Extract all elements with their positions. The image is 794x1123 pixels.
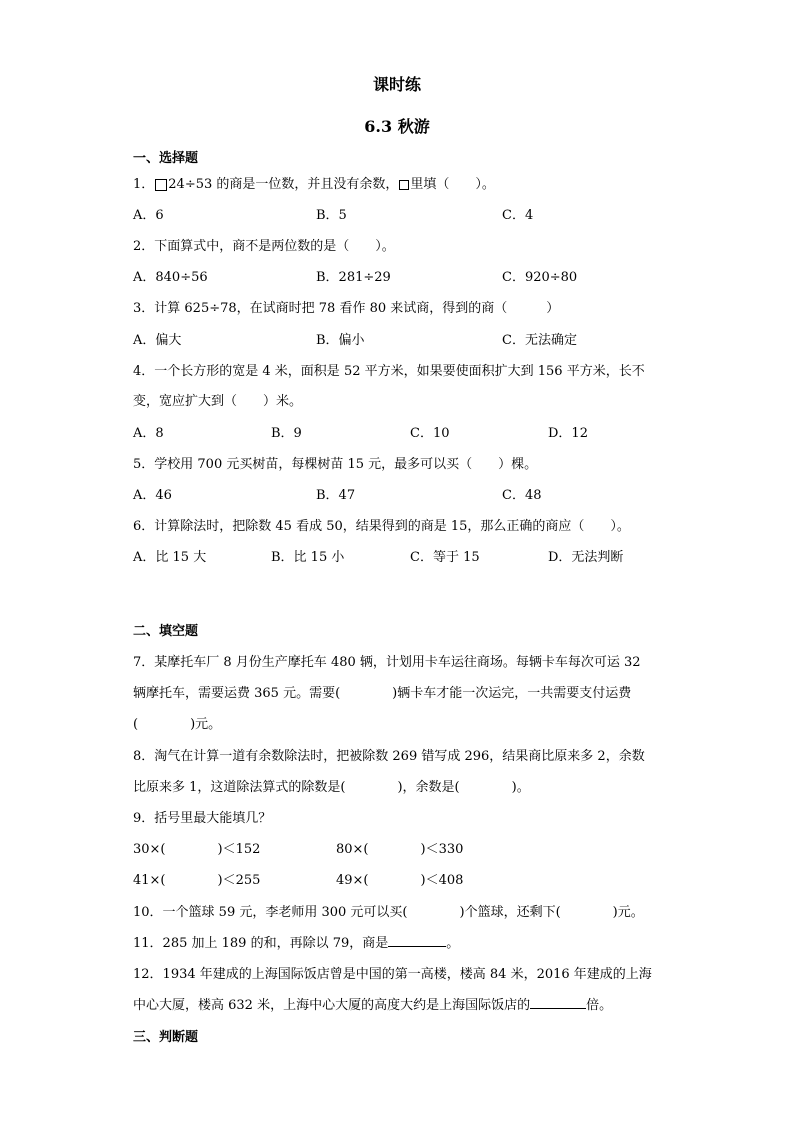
page-subtitle: 6.3 秋游 bbox=[364, 117, 430, 136]
option-c: C．10 bbox=[410, 426, 450, 441]
section-heading-judge: 三、判断题 bbox=[133, 1030, 199, 1045]
question-7-line-3: ( )元。 bbox=[133, 717, 222, 732]
option-b: B．9 bbox=[271, 426, 302, 441]
option-b: B．47 bbox=[316, 488, 356, 503]
option-c: C．4 bbox=[502, 208, 534, 223]
question-1: 1． 24÷53 的商是一位数，并且没有余数， 里填（ ）。 bbox=[133, 177, 495, 192]
question-12-line-1: 12．1934 年建成的上海国际饭店曾是中国的第一高楼，楼高 84 米，2016 年建成的上海 bbox=[133, 967, 652, 982]
option-a: A．8 bbox=[133, 426, 164, 441]
option-c: C．等于 15 bbox=[410, 550, 480, 565]
option-c: C．48 bbox=[502, 488, 542, 503]
option-b: B．281÷29 bbox=[316, 270, 391, 285]
option-a: A．比 15 大 bbox=[133, 550, 207, 565]
blank-square-icon bbox=[399, 180, 409, 190]
inequality-item: 41×( )＜255 bbox=[133, 873, 261, 888]
question-2: 2．下面算式中，商不是两位数的是（ ）。 bbox=[133, 239, 395, 254]
page-title: 课时练 bbox=[372, 75, 421, 94]
section-heading-choice: 一、选择题 bbox=[133, 151, 199, 166]
inequality-item: 80×( )＜330 bbox=[336, 842, 464, 857]
section-heading-fill: 二、填空题 bbox=[133, 624, 199, 639]
question-10: 10．一个篮球 59 元，李老师用 300 元可以买( )个篮球，还剩下( )元。 bbox=[133, 905, 644, 920]
question-4-line-1: 4．一个长方形的宽是 4 米，面积是 52 平方米，如果要使面积扩大到 156 平方米，长不 bbox=[133, 364, 645, 379]
inequality-item: 49×( )＜408 bbox=[336, 873, 464, 888]
inequality-item: 30×( )＜152 bbox=[133, 842, 261, 857]
question-12-line-2: 中心大厦，楼高 632 米，上海中心大厦的高度大约是上海国际饭店的 倍。 bbox=[133, 998, 613, 1013]
answer-blank bbox=[388, 934, 446, 947]
question-4-line-2: 变，宽应扩大到（ ）米。 bbox=[133, 394, 303, 409]
option-b: B．比 15 小 bbox=[271, 550, 345, 565]
question-6: 6．计算除法时，把除数 45 看成 50，结果得到的商是 15，那么正确的商应（ ）。 bbox=[133, 519, 630, 534]
question-5: 5．学校用 700 元买树苗，每棵树苗 15 元，最多可以买（ ）棵。 bbox=[133, 457, 538, 472]
option-a: A．偏大 bbox=[133, 333, 182, 348]
question-9: 9．括号里最大能填几？ bbox=[133, 811, 272, 826]
option-a: A．46 bbox=[133, 488, 172, 503]
option-d: D．12 bbox=[548, 426, 588, 441]
question-8-line-1: 8．淘气在计算一道有余数除法时，把被除数 269 错写成 296，结果商比原来多 2，余数 bbox=[133, 749, 645, 764]
blank-square-icon bbox=[155, 179, 167, 191]
option-d: D．无法判断 bbox=[548, 550, 624, 565]
option-c: C．无法确定 bbox=[502, 333, 577, 348]
option-a: A．840÷56 bbox=[133, 270, 208, 285]
option-a: A．6 bbox=[133, 208, 164, 223]
question-7-line-1: 7．某摩托车厂 8 月份生产摩托车 480 辆，计划用卡车运往商场。每辆卡车每次可运 32 bbox=[133, 655, 641, 670]
question-7-line-2: 辆摩托车，需要运费 365 元。需要( )辆卡车才能一次运完，一共需要支付运费 bbox=[133, 686, 632, 701]
question-8-line-2: 比原来多 1，这道除法算式的除数是( )，余数是( )。 bbox=[133, 780, 530, 795]
question-3: 3．计算 625÷78，在试商时把 78 看作 80 来试商，得到的商（ ） bbox=[133, 301, 560, 316]
answer-blank bbox=[530, 996, 586, 1009]
question-11: 11．285 加上 189 的和，再除以 79，商是 。 bbox=[133, 936, 460, 951]
option-b: B．偏小 bbox=[316, 333, 365, 348]
option-c: C．920÷80 bbox=[502, 270, 578, 285]
option-b: B．5 bbox=[316, 208, 347, 223]
